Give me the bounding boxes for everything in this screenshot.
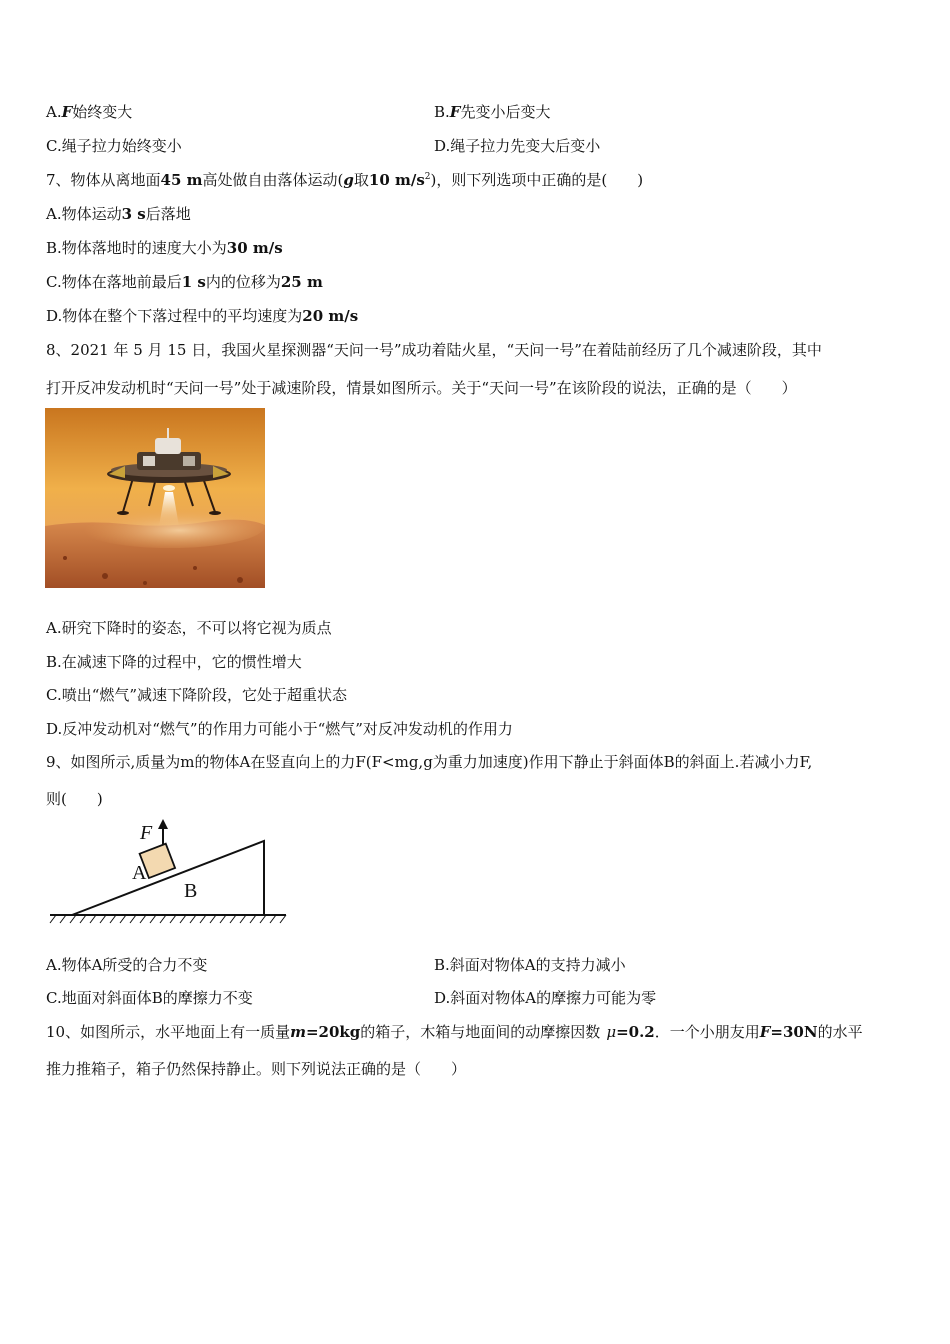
q7-stem-g: g: [343, 171, 354, 189]
q9-option-d: D.斜面对物体A的摩擦力可能为零: [434, 989, 657, 1007]
q10-stem-line1: [46, 1022, 863, 1042]
q7-stem-part2: 高处做自由落体运动(: [202, 171, 344, 189]
q7-stem-part1: 7、物体从离地面: [46, 171, 161, 189]
q10-var-f: F: [759, 1023, 771, 1041]
q8-stem-line2: 打开反冲发动机时“天问一号”处于减速阶段，情景如图所示。关于“天问一号”在该阶段的说法，正确的是（ ）: [46, 379, 797, 397]
q7-stem-part4: )，则下列选项中正确的是( ): [430, 171, 644, 189]
force-arrow-head: [158, 819, 168, 829]
q10-var-m: m: [290, 1023, 306, 1041]
mars-lander-photo: [45, 408, 265, 588]
q6-option-a-text: 始终变大: [72, 103, 133, 121]
q7-option-c-text2: 内的位移为: [205, 273, 281, 291]
q6-option-b-prefix: B.: [434, 103, 450, 121]
q7-option-a-text2: 后落地: [145, 205, 191, 223]
q7-option-d-bold: 20 m/s: [302, 307, 359, 325]
q9-stem-line1: 9、如图所示,质量为m的物体A在竖直向上的力F(F<mg,g为重力加速度)作用下静止于斜面体B的斜面上.若减小力F,: [46, 753, 813, 771]
q7-option-a-text1: A.物体运动: [46, 205, 122, 223]
ground-hatching: [50, 915, 286, 923]
q6-option-a: [46, 102, 132, 122]
q7-option-d: [46, 306, 358, 326]
q10-text-c: 的箱子，木箱与地面间的动摩擦因数: [360, 1023, 601, 1041]
q7-stem-gvalue: 10 m/s: [368, 171, 425, 189]
q10-var-mu: μ: [606, 1023, 617, 1041]
q7-stem-part3: 取: [353, 171, 369, 189]
q10-text-e: ．一个小朋友用: [654, 1023, 760, 1041]
q7-option-d-text: D.物体在整个下落过程中的平均速度为: [46, 307, 303, 325]
q10-mass: =20kg: [305, 1023, 361, 1041]
q7-option-c-bold2: 25 m: [280, 273, 323, 291]
q7-stem-height: 45 m: [160, 171, 203, 189]
q8-option-c: C.喷出“燃气”减速下降阶段，它处于超重状态: [46, 686, 348, 704]
q10-text-h: 的水平: [817, 1023, 863, 1041]
q7-option-b: [46, 238, 283, 258]
q6-option-c: C.绳子拉力始终变小: [46, 137, 182, 155]
q7-stem: [46, 170, 643, 190]
q9-option-a: A.物体A所受的合力不变: [46, 956, 208, 974]
q7-option-a: [46, 204, 191, 224]
q6-option-b-text: 先变小后变大: [460, 103, 551, 121]
q9-option-b: B.斜面对物体A的支持力减小: [434, 956, 626, 974]
q6-option-b-var: F: [449, 103, 461, 121]
label-a: A: [132, 862, 147, 884]
q7-option-c-text1: C.物体在落地前最后: [46, 273, 182, 291]
q6-option-a-prefix: A.: [46, 103, 62, 121]
q10-force: =30N: [770, 1023, 818, 1041]
label-b: B: [184, 880, 198, 902]
q7-option-c-bold1: 1 s: [181, 273, 206, 291]
incline-diagram: [46, 815, 291, 925]
q7-stem-sup: 2: [424, 172, 431, 182]
q6-option-b: [434, 102, 550, 122]
q7-option-a-bold: 3 s: [121, 205, 146, 223]
q7-option-c: [46, 272, 323, 292]
q9-stem-line2: 则( ): [46, 790, 103, 808]
mars-lander-illustration: [45, 408, 265, 588]
q8-option-a: A.研究下降时的姿态，不可以将它视为质点: [46, 619, 332, 637]
q9-option-c: C.地面对斜面体B的摩擦力不变: [46, 989, 253, 1007]
q10-stem-line2: 推力推箱子，箱子仍然保持静止。则下列说法正确的是（ ）: [46, 1060, 467, 1078]
q7-option-b-bold: 30 m/s: [226, 239, 283, 257]
q7-option-b-text: B.物体落地时的速度大小为: [46, 239, 227, 257]
q10-mu-value: =0.2: [616, 1023, 655, 1041]
q6-option-d: D.绳子拉力先变大后变小: [434, 137, 601, 155]
q8-stem-line1: 8、2021 年 5 月 15 日，我国火星探测器“天问一号”成功着陆火星，“天问一号”在着陆前经历了几个减速阶段，其中: [46, 341, 822, 359]
q10-text-a: 10、如图所示，水平地面上有一质量: [46, 1023, 291, 1041]
q8-option-d: D.反冲发动机对“燃气”的作用力可能小于“燃气”对反冲发动机的作用力: [46, 720, 513, 738]
label-f: F: [140, 822, 153, 844]
q8-option-b: B.在减速下降的过程中，它的惯性增大: [46, 653, 302, 671]
q6-option-a-var: F: [61, 103, 73, 121]
